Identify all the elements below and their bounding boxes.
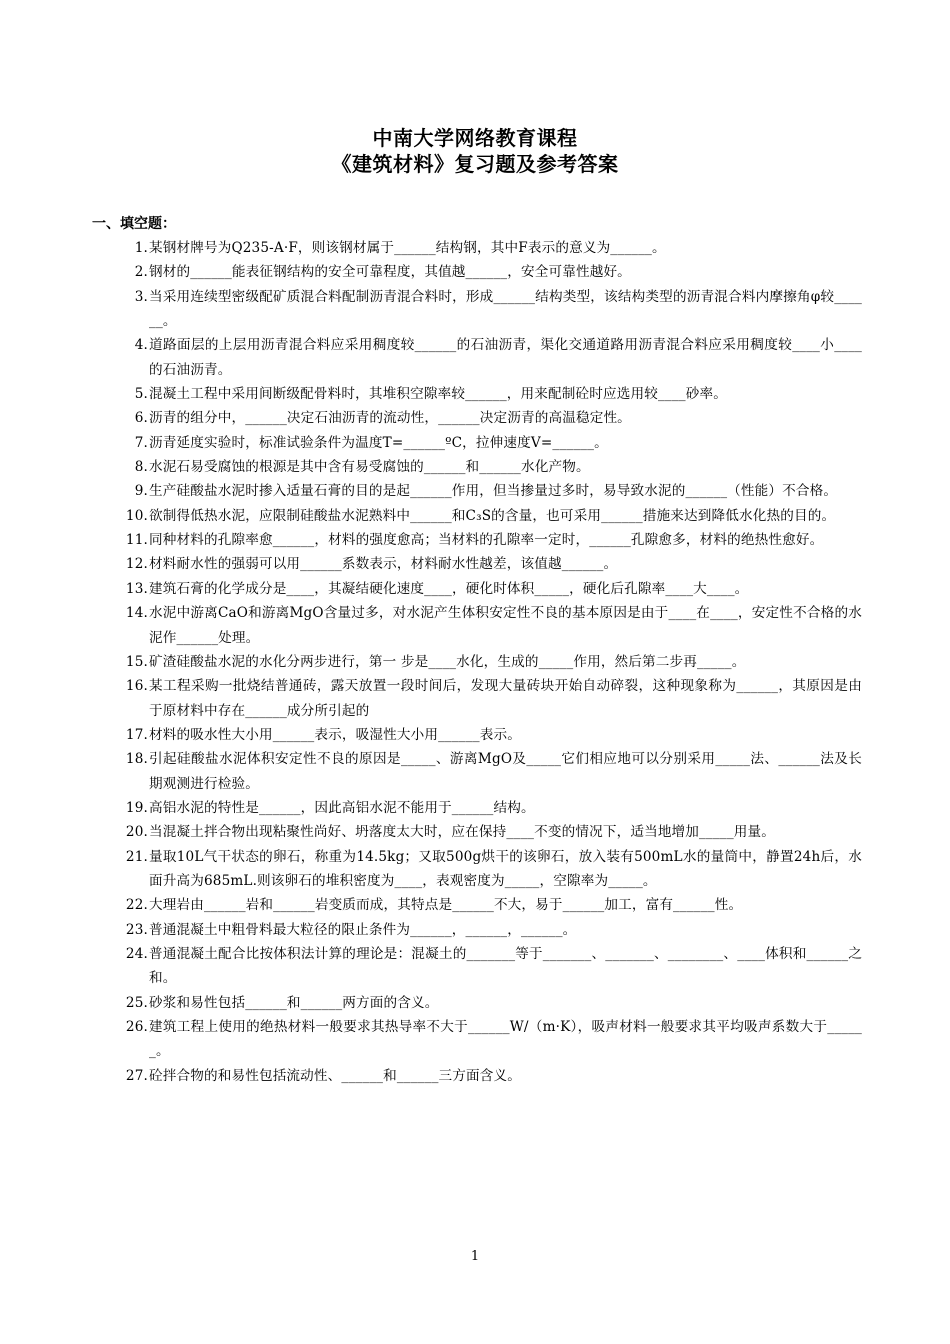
question-text: 材料耐水性的强弱可以用______系数表示，材料耐水性越差，该值越______。 [149, 556, 618, 573]
question-number: 21. [125, 848, 148, 865]
question-number: 4. [134, 337, 148, 354]
question-number: 1. [134, 240, 148, 256]
question-text: 欲制得低热水泥，应限制硅酸盐水泥熟料中______和C₃S的含量，也可采用______措施来达到降低水化热的目的。 [149, 507, 836, 524]
question-text: 沥青的组分中，______决定石油沥青的流动性，______决定沥青的高温稳定性。 [149, 410, 631, 427]
question-number: 5. [134, 386, 148, 403]
document-subtitle: 《建筑材料》复习题及参考答案 [331, 152, 619, 176]
question-number: 20. [125, 824, 148, 841]
question-text: 矿渣硅酸盐水泥的水化分两步进行，第一 步是____水化，生成的_____作用，然后第二步再_____。 [149, 653, 746, 670]
question-text: 普通混凝土中粗骨料最大粒径的限止条件为______，______，______。 [149, 921, 577, 938]
question-number: 3. [134, 288, 148, 305]
question-text: 水泥石易受腐蚀的根源是其中含有易受腐蚀的______和______水化产物。 [149, 459, 590, 476]
question-number: 22. [125, 897, 148, 914]
question-item [120, 431, 862, 455]
question-item [120, 820, 862, 844]
question-item [120, 918, 862, 942]
question-number: 19. [125, 799, 148, 816]
question-item [120, 577, 862, 601]
question-item [120, 406, 862, 430]
question-item [120, 504, 862, 528]
question-number: 2. [134, 264, 148, 281]
question-item [120, 528, 862, 552]
question-text: 某工程采购一批烧结普通砖，露天放置一段时间后，发现大量砖块开始自动碎裂，这种现象称为______，其原因是由于原材料中存在______成分所引起的 [149, 678, 862, 719]
question-text: 水泥中游离CaO和游离MgO含量过多，对水泥产生体积安定性不良的基本原因是由于____在____，安定性不合格的水泥作______处理。 [149, 605, 862, 646]
question-text: 高铝水泥的特性是______，因此高铝水泥不能用于______结构。 [149, 799, 535, 816]
question-item [120, 845, 862, 894]
question-text: 引起硅酸盐水泥体积安定性不良的原因是_____、游离MgO及_____它们相应地可以分别采用_____法、______法及长期观测进行检验。 [149, 751, 862, 792]
question-text: 大理岩由______岩和______岩变质而成，其特点是______不大，易于______加工，富有______性。 [149, 897, 743, 914]
section-heading: 一、填空题： [92, 216, 176, 232]
question-number: 25. [125, 994, 148, 1011]
question-text: 道路面层的上层用沥青混合料应采用稠度较______的石油沥青，渠化交通道路用沥青混合料应采用稠度较____小____的石油沥青。 [149, 337, 862, 378]
question-item [120, 333, 862, 382]
question-number: 16. [125, 678, 148, 695]
question-number: 11. [125, 532, 148, 549]
question-text: 混凝土工程中采用间断级配骨料时，其堆积空隙率较______，用来配制砼时应选用较____砂率。 [149, 386, 727, 403]
question-text: 生产硅酸盐水泥时掺入适量石膏的目的是起______作用，但当掺量过多时，易导致水泥的______（性能）不合格。 [149, 483, 838, 500]
question-text: 钢材的______能表征钢结构的安全可靠程度，其值越______，安全可靠性越好。 [149, 264, 631, 281]
question-number: 23. [125, 921, 148, 938]
question-item [120, 1064, 862, 1088]
question-item [120, 991, 862, 1015]
question-item [120, 455, 862, 479]
question-item [120, 650, 862, 674]
question-text: 沥青延度实验时，标准试验条件为温度T=______ºC，拉伸速度V=______。 [149, 434, 608, 451]
question-text: 某钢材牌号为Q235-A·F，则该钢材属于______结构钢，其中F表示的意义为______。 [149, 240, 666, 256]
question-text: 普通混凝土配合比按体积法计算的理论是：混凝土的_______等于_______、_______、________、____体积和______之和。 [149, 945, 862, 987]
question-number: 15. [125, 653, 148, 670]
question-item [120, 601, 862, 650]
question-list [120, 236, 862, 1088]
page-number: 1 [470, 1249, 480, 1264]
question-item [120, 479, 862, 503]
question-item [120, 552, 862, 576]
question-number: 18. [125, 751, 148, 768]
question-number: 24. [125, 945, 148, 962]
question-item [120, 723, 862, 747]
question-item [120, 796, 862, 820]
question-item [120, 674, 862, 723]
question-text: 同种材料的孔隙率愈______，材料的强度愈高；当材料的孔隙率一定时，______孔隙愈多，材料的绝热性愈好。 [149, 532, 824, 549]
question-text: 砂浆和易性包括______和______两方面的含义。 [149, 994, 439, 1011]
question-item [120, 236, 862, 260]
question-number: 8. [134, 459, 148, 476]
question-text: 建筑工程上使用的绝热材料一般要求其热导率不大于______W/（m·K），吸声材料一般要求其平均吸声系数大于______。 [149, 1019, 862, 1060]
question-item [120, 382, 862, 406]
question-item [120, 893, 862, 917]
question-number: 27. [125, 1067, 148, 1084]
question-number: 26. [125, 1019, 148, 1035]
question-number: 7. [134, 434, 148, 451]
question-number: 13. [125, 580, 148, 597]
question-text: 砼拌合物的和易性包括流动性、______和______三方面含义。 [149, 1067, 521, 1084]
question-item [120, 285, 862, 334]
question-number: 12. [125, 556, 148, 573]
question-number: 17. [125, 726, 148, 743]
question-number: 10. [125, 507, 148, 524]
question-text: 量取10L气干状态的卵石，称重为14.5kg；又取500g烘干的该卵石，放入装有500mL水的量筒中，静置24h后，水面升高为685mL.则该卵石的堆积密度为____，表观密度为_____，空隙率为_____。 [149, 848, 862, 889]
question-number: 6. [134, 410, 148, 427]
question-number: 9. [134, 483, 148, 500]
question-text: 材料的吸水性大小用______表示，吸湿性大小用______表示。 [149, 726, 521, 743]
question-text: 当混凝土拌合物出现粘聚性尚好、坍落度太大时，应在保持____不变的情况下，适当地增加_____用量。 [149, 824, 776, 841]
question-item [120, 747, 862, 796]
document-title: 中南大学网络教育课程 [372, 126, 578, 150]
question-item [120, 942, 862, 991]
question-text: 当采用连续型密级配矿质混合料配制沥青混合料时，形成______结构类型，该结构类型的沥青混合料内摩擦角φ较______。 [149, 288, 862, 330]
question-item [120, 260, 862, 284]
question-number: 14. [125, 605, 148, 622]
question-item [120, 1015, 862, 1064]
question-text: 建筑石膏的化学成分是____，其凝结硬化速度____，硬化时体积_____，硬化后孔隙率____大____。 [149, 580, 749, 597]
